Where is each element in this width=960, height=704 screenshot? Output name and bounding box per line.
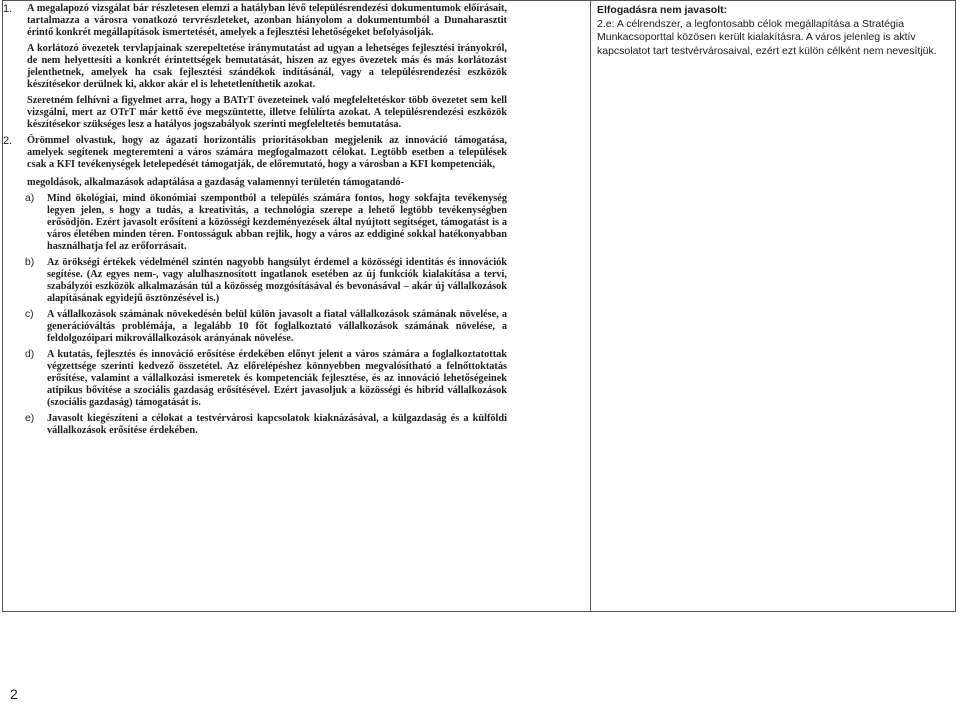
item-1-paragraph-1: A megalapozó vizsgálat bár részletesen elemzi a hatályban lévő településrendezési dokumentumok előírásait, tartalmazza a városra vonatkozó tervrészleteket, azonban hiányolom a dokumentumból a Dunaharasztit érintő konkrét megállapítások ismertetését, amelyek a fejlesztési lehetőségeket befolyásolják. [27, 3, 507, 38]
scanned-comment-text [3, 3, 507, 441]
item-2 [3, 135, 507, 171]
item-1-paragraph-3: Szeretném felhívni a figyelmet arra, hogy a BATrT övezeteinek való megfeleltetéskor több övezetet sem kell vizsgálni, mert az OTrT már kettő éve megszüntette, illetve felülírta azokat. A településrendezési eszközök készítésekor szükséges lesz a hatályos jogszabályok szerinti megfeleltetés bemutatása. [27, 95, 507, 130]
sub-item-label: b) [25, 257, 35, 268]
sub-item-label: a) [25, 193, 35, 204]
item-2-paragraph-2: megoldások, alkalmazások adaptálása a gazdaság valamennyi területén támogatandó- [27, 177, 404, 188]
item-1-paragraph-2: A korlátozó övezetek tervlapjainak szerepeltetése iránymutatást ad ugyan a lehetséges fejlesztési irányokról, de nem helyettesíti a konkrét érintettségek bemutatását, hiszen az egyes övezetek más és más korlátozást jelenthetnek, amelyek ha csak fejlesztési szándékok indításánál, vagy a településrendezési eszközök készítésekor derülnek ki, akkor akár el is lehetetleníthetik azokat. [27, 43, 507, 90]
scanned-comment-column [3, 1, 591, 611]
response-table [2, 0, 956, 612]
item-2-paragraph-1: Örömmel olvastuk, hogy az ágazati horizontális prioritásokban megjelenik az innováció támogatása, amelyek segítenek megteremteni a város számára megfogalmazott célokat. Legtöbb esetben a települések csak a KFI tevékenységek letelepedését támogatják, de előremutató, hogy a városban a KFI kompetenciák, [27, 135, 507, 170]
sub-item-label: c) [25, 309, 34, 320]
sub-item-e [11, 413, 507, 437]
response-text: 2.e: A célrendszer, a legfontosabb célok megállapítása a Stratégia Munkacsoporttal közösen került kialakításra. A város jelenleg is aktív kapcsolatot tart testvérvárosaival, ezért ezt külön célként nem nevesítjük. [597, 17, 937, 57]
sub-item-text: Javasolt kiegészíteni a célokat a testvérvárosi kapcsolatok kiaknázásával, a külgazdaság és a külföldi vállalkozások erősítése érdekében. [47, 413, 507, 436]
sub-item-text: Az örökségi értékek védelménél szintén nagyobb hangsúlyt érdemel a közösségi identitás és innovációk segítése. (Az egyes nem-, vagy alulhasznosított ingatlanok esetében az új funkciók kialakítása a tervi, szabályzói eszközök alkalmazásán túl a közösség mozgósításával és bevonásával – akár új vállalkozások alapításának egyidejű ösztönzésével is.) [47, 257, 507, 304]
item-number: 1. [3, 3, 13, 15]
item-1 [3, 3, 507, 39]
sub-item-text: Mind ökológiai, mind ökonómiai szempontból a település számára fontos, hogy sokfajta tevékenység legyen jelen, s hogy a tudás, a kreativitás, a technológia szerepe a lehető legtöbb tevékenységben erősödjön. Ezért javasolt erősíteni a közösségi kezdeményezések által nyújtott segítséget, támogatást is a város életében minden téren. Fontosságuk abban rejlik, hogy a város az eddiginé sokkal hatékonyabban használhatja fel az erőforrásait. [47, 193, 507, 252]
item-number: 2. [3, 135, 13, 147]
response-column [591, 1, 955, 611]
sub-item-label: d) [25, 349, 35, 360]
response-heading: Elfogadásra nem javasolt: [597, 4, 728, 16]
sub-item-d [11, 349, 507, 409]
page-number: 2 [10, 686, 18, 702]
sub-item-c [11, 309, 507, 345]
sub-item-label: e) [25, 413, 35, 424]
sub-item-text: A kutatás, fejlesztés és innováció erősítése érdekében előnyt jelent a város számára a foglalkoztatottak végzettsége szerinti kedvező összetétel. Az előrelépéshez könnyebben megvalósítható a felnőttoktatás erősítése, valamint a vállalkozási ismeretek és kompetenciák fejlesztése, és az innováció lehetőségeinek atipikus bővítése a szociális gazdaság erősítésével. Ezért javasoljuk a közösségi és hibrid vállalkozások (szociális gazdaság) támogatását is. [47, 349, 507, 408]
sub-item-text: A vállalkozások számának növekedésén belül külön javasolt a fiatal vállalkozások számának növelése, a generációváltás problémája, a legalább 10 főt foglalkoztató vállalkozások számának növelése, a feldolgozóipari mikrovállalkozások arányának növelése. [47, 309, 507, 344]
sub-item-b [11, 257, 507, 305]
sub-item-a [11, 193, 507, 253]
